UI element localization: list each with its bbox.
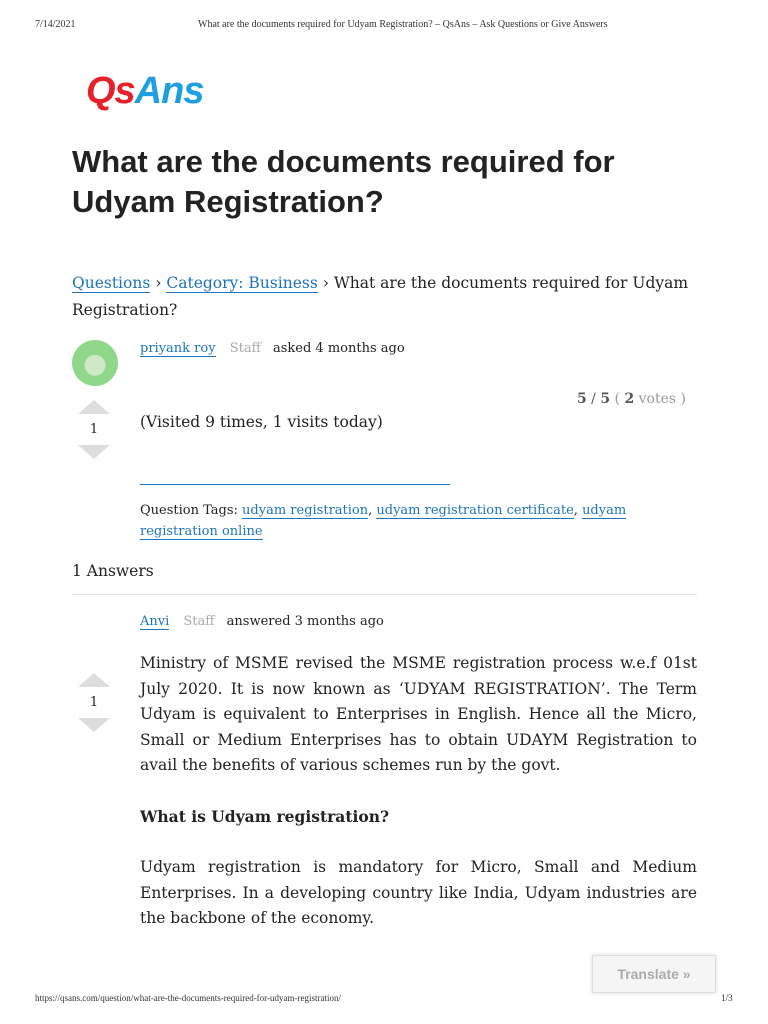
answer-paragraph: Ministry of MSME revised the MSME registration process w.e.f 01st July 2020. It is now known as ‘UDYAM REGISTRATION’. The Term Udyam is equivalent to Enterprises in English. Hence all the Micro, Small or Medium Enterprises has to obtain UDAYM Registration to avail the benefits of various schemes run by the govt. xyxy=(140,654,697,774)
vote-count: 1 xyxy=(89,695,99,710)
tag-link[interactable]: udyam registration online xyxy=(140,503,627,539)
tags-label: Question Tags: xyxy=(140,503,238,518)
avatar[interactable] xyxy=(72,340,118,386)
upvote-icon[interactable] xyxy=(78,400,110,414)
answers-count: 1 Answers xyxy=(72,562,154,580)
answer-meta xyxy=(140,614,384,629)
question-meta xyxy=(140,341,405,356)
print-url: https://qsans.com/question/what-are-the-documents-required-for-udyam-registration/ xyxy=(35,993,341,1003)
rating-count: 2 xyxy=(624,391,635,407)
question-vote xyxy=(78,400,110,459)
visit-count: (Visited 9 times, 1 visits today) xyxy=(140,413,383,431)
answer-heading: What is Udyam registration? xyxy=(140,807,390,826)
translate-button[interactable]: Translate » xyxy=(592,955,716,993)
vote-count: 1 xyxy=(89,422,99,437)
answer-author-link[interactable]: Anvi xyxy=(140,614,170,629)
tag-link[interactable]: udyam registration xyxy=(242,503,369,518)
downvote-icon[interactable] xyxy=(78,445,110,459)
upvote-icon[interactable] xyxy=(78,673,110,687)
logo-ans: Ans xyxy=(134,70,204,112)
rating-votes-label: votes xyxy=(638,391,677,407)
breadcrumb-questions[interactable]: Questions xyxy=(72,274,151,292)
answer-vote xyxy=(78,673,110,732)
answer-paragraph: Udyam registration is mandatory for Micro, Small and Medium Enterprises. In a developing country like India, Udyam industries are the backbone of the economy. xyxy=(140,858,697,927)
role-badge: Staff xyxy=(183,614,215,629)
author-link[interactable]: priyank roy xyxy=(140,341,216,356)
logo-qs: Qs xyxy=(86,70,135,112)
site-logo[interactable] xyxy=(86,70,204,113)
asked-time: asked 4 months ago xyxy=(272,341,405,356)
divider xyxy=(72,594,697,595)
answered-time: answered 3 months ago xyxy=(226,614,384,629)
rating-score: 5 xyxy=(576,391,587,407)
print-date: 7/14/2021 xyxy=(35,19,76,30)
role-badge: Staff xyxy=(229,341,261,356)
page-title: What are the documents required for Udyam Registration? xyxy=(72,144,615,219)
print-page: 1/3 xyxy=(721,993,733,1003)
rating-max: 5 xyxy=(600,391,611,407)
breadcrumb-category[interactable]: Category: Business xyxy=(166,274,318,292)
downvote-icon[interactable] xyxy=(78,718,110,732)
rating: 5 / 5 ( 2 votes ) xyxy=(576,391,686,407)
tag-link[interactable]: udyam registration certificate xyxy=(376,503,574,518)
breadcrumb-sep: › xyxy=(155,274,162,292)
breadcrumb xyxy=(72,270,692,324)
divider xyxy=(140,484,450,485)
breadcrumb-sep: › xyxy=(322,274,329,292)
question-tags: Question Tags: udyam registration, udyam registration certificate, udyam registration online xyxy=(140,503,627,539)
print-title: What are the documents required for Udyam Registration? – QsAns – Ask Questions or Give Answers xyxy=(198,19,608,30)
breadcrumb-current: What are the documents required for Udyam Registration? xyxy=(72,274,689,319)
